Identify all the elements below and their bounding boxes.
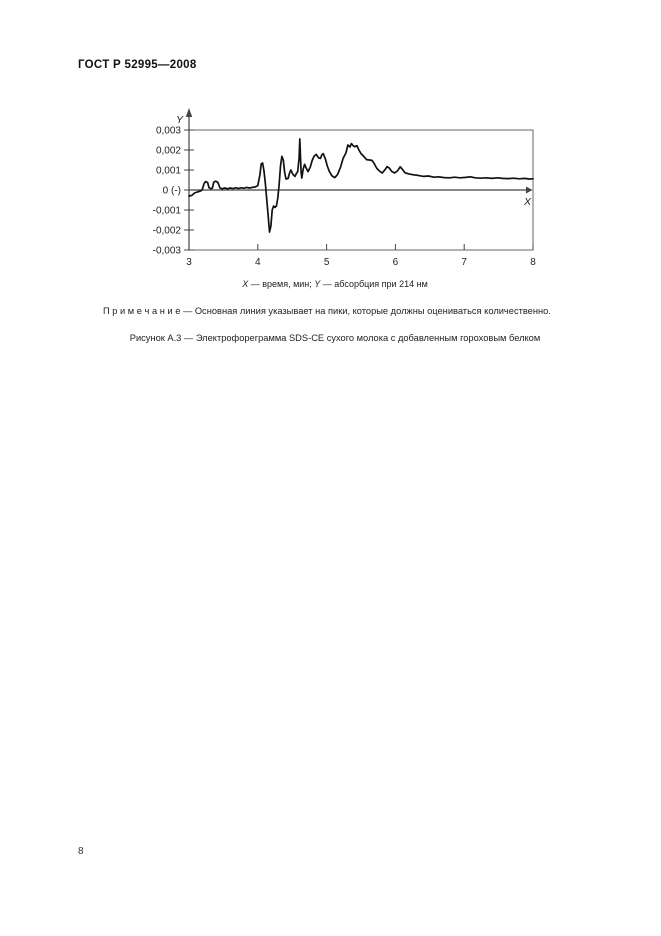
y-axis-arrow <box>186 108 192 117</box>
signal-curve-absorbance-214nm <box>189 139 533 232</box>
figure-caption: Рисунок А.3 — Электрофореграмма SDS-CE сухого молока с добавленным гороховым белком <box>129 333 541 343</box>
y-tick-label: 0,003 <box>155 125 181 137</box>
y-axis-title: Y <box>175 114 183 126</box>
axis-legend-x-var: X <box>242 279 249 289</box>
y-tick-label: 0,002 <box>155 145 181 157</box>
y-tick-label: -0,003 <box>152 245 181 257</box>
electropherogram-chart <box>0 105 661 280</box>
x-axis-title: X <box>523 196 531 208</box>
axis-legend-x-desc: — время, мин; <box>248 279 315 289</box>
axis-legend-y-var: Y <box>314 279 321 289</box>
x-tick-label: 5 <box>323 257 330 268</box>
x-tick-label: 7 <box>461 257 467 268</box>
y-tick-label: 0 (-) <box>162 185 181 197</box>
axis-legend-y-desc: — абсорбция при 214 нм <box>320 279 428 289</box>
y-tick-label: 0,001 <box>155 165 181 177</box>
axis-legend <box>78 279 592 289</box>
x-tick-label: 3 <box>186 257 192 268</box>
note-text: П р и м е ч а н и е — Основная линия указывает на пики, которые должны оцениваться количественно. <box>103 306 551 316</box>
page-number: 8 <box>78 846 84 857</box>
x-tick-label: 8 <box>530 257 536 268</box>
x-tick-label: 6 <box>392 257 399 268</box>
x-tick-label: 4 <box>255 257 261 268</box>
x-axis-arrow <box>526 187 533 194</box>
y-tick-label: -0,001 <box>152 205 181 217</box>
document-standard-number: ГОСТ Р 52995—2008 <box>78 59 197 71</box>
y-tick-label: -0,002 <box>152 225 181 237</box>
